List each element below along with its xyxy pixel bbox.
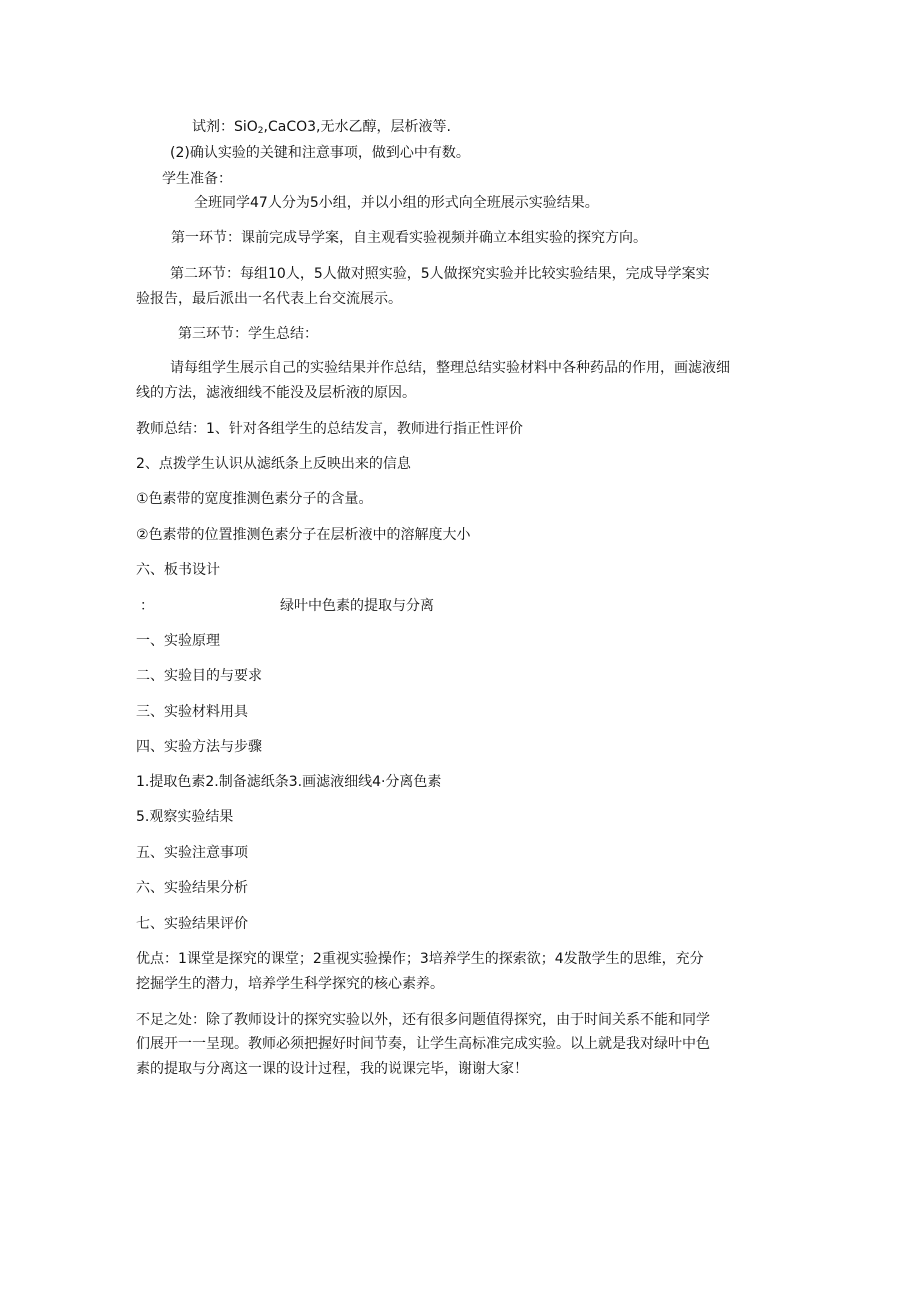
student-grouping: 全班同学47人分为5小组，并以小组的形式向全班展示实验结果。	[194, 195, 599, 211]
reagents-line	[192, 117, 451, 137]
stage3-heading: 第三环节：学生总结：	[178, 326, 318, 342]
reagents-prefix: 试剂：SiO	[192, 119, 258, 135]
board-title-colon: ：	[140, 598, 154, 614]
shortcomings-line3: 素的提取与分离这一课的设计过程，我的说课完毕，谢谢大家！	[136, 1061, 528, 1077]
board-title: 绿叶中色素的提取与分离	[280, 598, 434, 614]
board-item-methods: 四、实验方法与步骤	[136, 739, 262, 755]
board-item-materials: 三、实验材料用具	[136, 704, 248, 720]
shortcomings-line2: 们展开一一呈现。教师必须把握好时间节奏，让学生高标准完成实验。以上就是我对绿叶中色	[136, 1036, 710, 1052]
board-item-steps: 1.提取色素2.制备滤纸条3.画滤液细线4·分离色素	[136, 774, 442, 790]
teacher-summary-point1: 教师总结：1、针对各组学生的总结发言，教师进行指正性评价	[136, 421, 523, 437]
stage1-paragraph: 第一环节：课前完成导学案，自主观看实验视频并确立本组实验的探究方向。	[171, 230, 647, 246]
board-item-precautions: 五、实验注意事项	[136, 845, 248, 861]
board-item-objectives: 二、实验目的与要求	[136, 668, 262, 684]
student-prep-heading: 学生准备：	[162, 171, 232, 187]
board-item-evaluation: 七、实验结果评价	[136, 916, 248, 932]
teacher-summary-point2: 2、点拨学生认识从滤纸条上反映出来的信息	[136, 456, 411, 472]
advantages-line2: 挖掘学生的潜力，培养学生科学探究的核心素养。	[136, 976, 444, 992]
stage2-line1: 第二环节：每组10人，5人做对照实验，5人做探究实验并比较实验结果，完成导学案实	[170, 266, 710, 282]
advantages-line1: 优点：1课堂是探究的课堂；2重视实验操作；3培养学生的探索欲；4发散学生的思维，充分	[136, 951, 704, 967]
board-design-heading: 六、板书设计	[136, 562, 220, 578]
stage3-line2: 线的方法，滤液细线不能没及层析液的原因。	[136, 385, 416, 401]
stage2-line2: 验报告，最后派出一名代表上台交流展示。	[136, 291, 402, 307]
prep-item-2: (2)确认实验的关键和注意事项，做到心中有数。	[170, 145, 470, 161]
reagents-subscript: 2	[257, 126, 264, 136]
teacher-summary-info1: ①色素带的宽度推测色素分子的含量。	[136, 491, 373, 507]
reagents-rest: ,CaCO3,无水乙醇，层析液等.	[263, 119, 451, 135]
shortcomings-line1: 不足之处：除了教师设计的探究实验以外，还有很多问题值得探究，由于时间关系不能和同学	[136, 1012, 710, 1028]
board-item-observe: 5.观察实验结果	[136, 809, 234, 825]
teacher-summary-info2: ②色素带的位置推测色素分子在层析液中的溶解度大小	[136, 527, 471, 543]
board-item-principle: 一、实验原理	[136, 633, 220, 649]
stage3-line1: 请每组学生展示自己的实验结果并作总结，整理总结实验材料中各种药品的作用，画滤液细	[170, 360, 730, 376]
board-item-analysis: 六、实验结果分析	[136, 880, 248, 896]
